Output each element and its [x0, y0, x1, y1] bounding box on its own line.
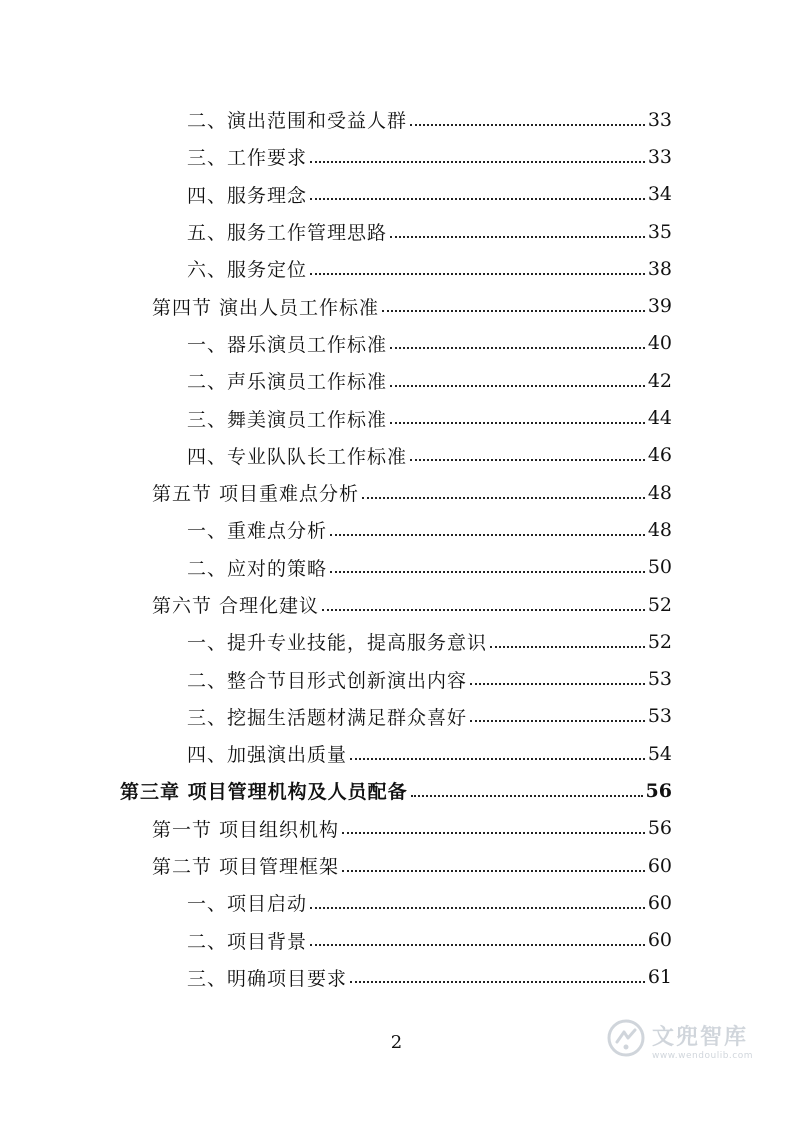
- toc-entry-page-number: 53: [647, 705, 672, 728]
- toc-entry-page-number: 40: [647, 332, 672, 355]
- toc-entry-label: 第五节 项目重难点分析: [152, 483, 360, 506]
- toc-entry-item[interactable]: [0, 698, 793, 735]
- toc-entry-label: 一、提升专业技能，提高服务意识: [187, 632, 488, 655]
- toc-entry-label: 四、服务理念: [187, 184, 308, 207]
- table-of-contents: [0, 101, 793, 996]
- toc-entry-item[interactable]: [0, 213, 793, 250]
- toc-entry-label: 六、服务定位: [187, 259, 308, 282]
- toc-entry-item[interactable]: [0, 176, 793, 213]
- toc-leader-dots: [362, 497, 645, 499]
- toc-leader-dots: [350, 981, 645, 983]
- toc-entry-label: 二、项目背景: [187, 930, 308, 953]
- toc-entry-page-number: 46: [647, 444, 672, 467]
- toc-entry-label: 三、工作要求: [187, 147, 308, 170]
- toc-entry-page-number: 60: [647, 891, 672, 914]
- toc-entry-chapter[interactable]: [0, 772, 793, 809]
- toc-entry-page-number: 60: [647, 929, 672, 952]
- watermark-url: www.wendoulib.com: [652, 1050, 753, 1061]
- toc-entry-label: 三、明确项目要求: [187, 967, 348, 990]
- toc-entry-item[interactable]: [0, 735, 793, 772]
- toc-entry-item[interactable]: [0, 511, 793, 548]
- toc-entry-page-number: 54: [647, 742, 672, 765]
- toc-entry-page-number: 56: [647, 817, 672, 840]
- toc-leader-dots: [310, 198, 645, 200]
- toc-entry-item[interactable]: [0, 922, 793, 959]
- toc-entry-label: 二、应对的策略: [187, 557, 328, 580]
- toc-entry-item[interactable]: [0, 362, 793, 399]
- toc-entry-item[interactable]: [0, 660, 793, 697]
- toc-entry-label: 二、演出范围和受益人群: [187, 110, 408, 133]
- toc-entry-item[interactable]: [0, 325, 793, 362]
- toc-entry-label: 二、整合节目形式创新演出内容: [187, 669, 468, 692]
- toc-entry-page-number: 52: [647, 630, 672, 653]
- toc-entry-section[interactable]: [0, 474, 793, 511]
- toc-entry-item[interactable]: [0, 549, 793, 586]
- toc-entry-item[interactable]: [0, 884, 793, 921]
- toc-entry-item[interactable]: [0, 250, 793, 287]
- toc-entry-page-number: 53: [647, 668, 672, 691]
- toc-leader-dots: [410, 459, 645, 461]
- toc-entry-page-number: 42: [647, 369, 672, 392]
- toc-leader-dots: [310, 273, 645, 275]
- toc-entry-label: 二、声乐演员工作标准: [187, 371, 388, 394]
- toc-entry-page-number: 33: [647, 145, 672, 168]
- toc-entry-page-number: 44: [647, 407, 672, 430]
- toc-entry-label: 一、重难点分析: [187, 520, 328, 543]
- toc-entry-item[interactable]: [0, 959, 793, 996]
- toc-entry-section[interactable]: [0, 287, 793, 324]
- toc-leader-dots: [390, 236, 645, 238]
- toc-leader-dots: [382, 310, 645, 312]
- toc-entry-page-number: 35: [647, 220, 672, 243]
- toc-entry-label: 四、专业队队长工作标准: [187, 445, 408, 468]
- toc-entry-label: 三、挖掘生活题材满足群众喜好: [187, 706, 468, 729]
- toc-entry-label: 一、项目启动: [187, 893, 308, 916]
- toc-leader-dots: [310, 161, 645, 163]
- toc-entry-label: 一、器乐演员工作标准: [187, 333, 388, 356]
- toc-entry-page-number: 39: [647, 295, 672, 318]
- wendoc-logo-icon: [606, 1018, 646, 1062]
- toc-entry-page-number: 48: [647, 518, 672, 541]
- toc-leader-dots: [390, 347, 645, 349]
- toc-leader-dots: [310, 944, 645, 946]
- toc-entry-label: 第三章 项目管理机构及人员配备: [120, 781, 408, 804]
- toc-entry-item[interactable]: [0, 101, 793, 138]
- toc-entry-label: 第六节 合理化建议: [152, 595, 320, 617]
- toc-leader-dots: [310, 907, 645, 909]
- toc-entry-page-number: 48: [647, 481, 672, 504]
- toc-entry-page-number: 56: [645, 779, 672, 802]
- toc-leader-dots: [342, 870, 645, 872]
- toc-leader-dots: [410, 124, 645, 126]
- toc-entry-label: 五、服务工作管理思路: [187, 222, 388, 245]
- toc-entry-item[interactable]: [0, 437, 793, 474]
- toc-entry-item[interactable]: [0, 399, 793, 436]
- toc-leader-dots: [350, 758, 645, 760]
- watermark: [606, 1018, 753, 1062]
- toc-entry-label: 第四节 演出人员工作标准: [152, 296, 380, 319]
- toc-entry-label: 三、舞美演员工作标准: [187, 408, 388, 431]
- toc-entry-page-number: 61: [647, 966, 672, 989]
- toc-leader-dots: [330, 571, 645, 573]
- toc-entry-section[interactable]: [0, 810, 793, 847]
- toc-leader-dots: [470, 720, 645, 722]
- toc-entry-page-number: 52: [647, 593, 672, 616]
- toc-leader-dots: [490, 646, 645, 648]
- toc-entry-label: 四、加强演出质量: [187, 744, 348, 767]
- toc-entry-section[interactable]: [0, 586, 793, 623]
- toc-leader-dots: [470, 683, 645, 685]
- toc-entry-page-number: 38: [647, 257, 672, 280]
- toc-entry-item[interactable]: [0, 138, 793, 175]
- watermark-title: 文兜智库: [652, 1024, 749, 1050]
- toc-entry-page-number: 50: [647, 556, 672, 579]
- toc-leader-dots: [322, 609, 645, 611]
- toc-entry-label: 第一节 项目组织机构: [152, 818, 340, 841]
- toc-entry-item[interactable]: [0, 623, 793, 660]
- toc-entry-section[interactable]: [0, 847, 793, 884]
- toc-leader-dots: [342, 832, 645, 834]
- toc-leader-dots: [411, 795, 643, 797]
- toc-leader-dots: [330, 534, 645, 536]
- toc-entry-label: 第二节 项目管理框架: [152, 856, 340, 879]
- toc-entry-page-number: 33: [647, 108, 672, 131]
- toc-leader-dots: [390, 422, 645, 424]
- page-number: 2: [390, 1032, 403, 1053]
- toc-entry-page-number: 60: [647, 854, 672, 877]
- toc-entry-page-number: 34: [647, 183, 672, 206]
- toc-leader-dots: [390, 385, 645, 387]
